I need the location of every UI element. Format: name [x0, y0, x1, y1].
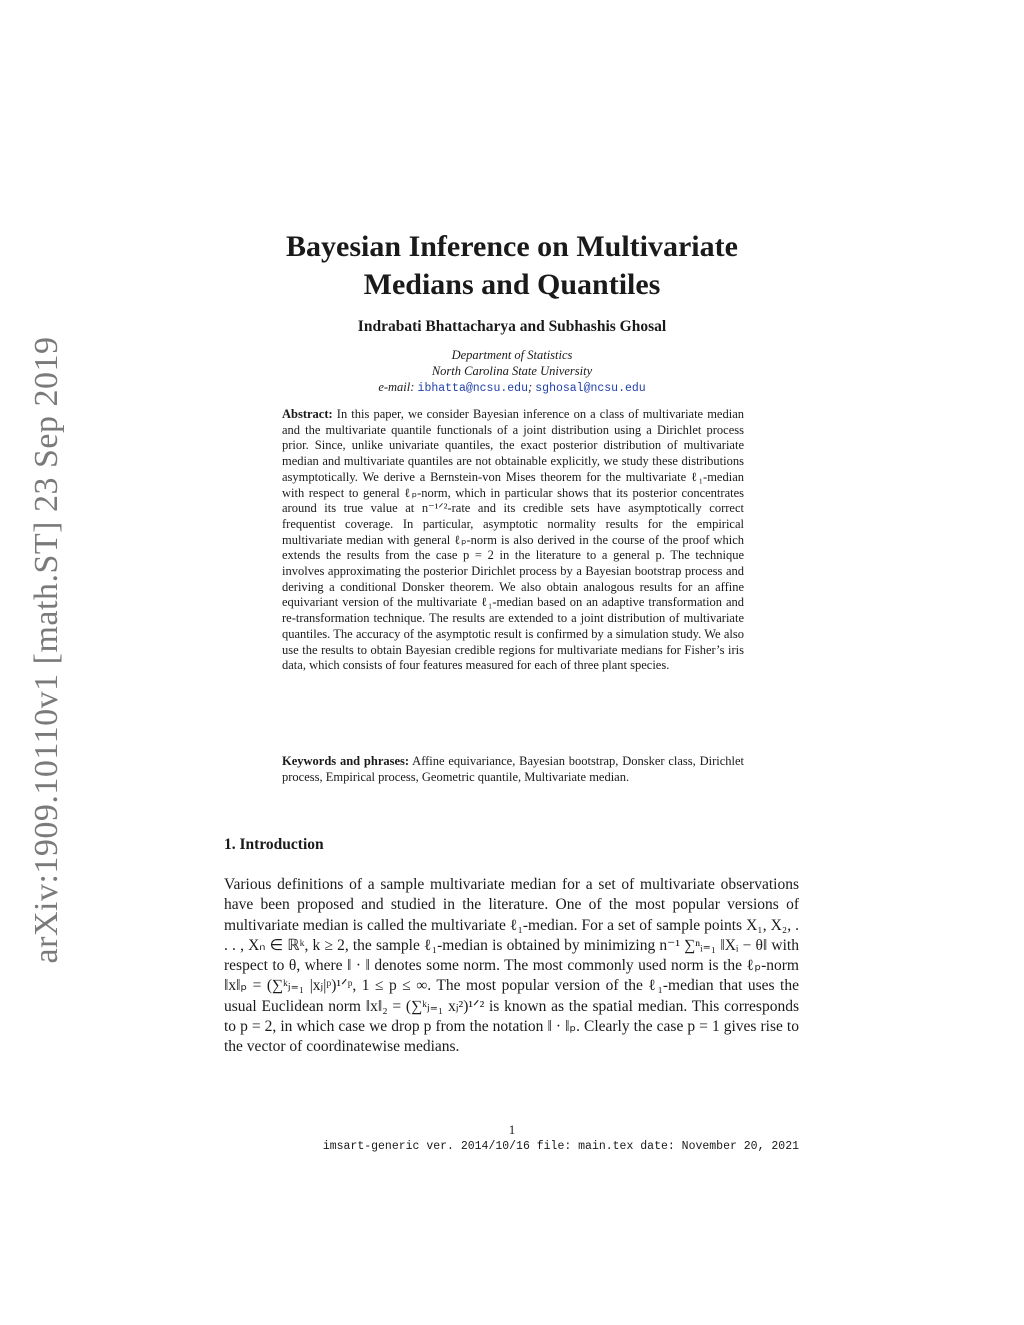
keywords — [282, 753, 744, 785]
page-number: 1 — [508, 1122, 516, 1137]
title-line-2: Medians and Quantiles — [363, 268, 661, 301]
university: North Carolina State University — [431, 364, 593, 378]
introduction-paragraph: Various definitions of a sample multivariate median for a set of multivariate observations have been proposed and studied in the literature. One of the most popular versions of multivariate median is called the multivariate ℓ₁-median. For a set of sample points X₁, X₂, . . . , Xₙ ∈ ℝᵏ, k ≥ 2, the sample ℓ₁-median is obtained by minimizing n⁻¹ ∑ⁿᵢ₌₁ ‖Xᵢ − θ‖ with respect to θ, where ‖ · ‖ denotes some norm. The most commonly used norm is the ℓₚ-norm ‖x‖ₚ = (∑ᵏⱼ₌₁ |xⱼ|ᵖ)¹ᐟᵖ, 1 ≤ p ≤ ∞. The most popular version of the ℓ₁-median that uses the usual Euclidean norm ‖x‖₂ = (∑ᵏⱼ₌₁ xⱼ²)¹ᐟ² is known as the spatial median. This corresponds to p = 2, in which case we drop p from the notation ‖ · ‖ₚ. Clearly the case p = 1 gives rise to the vector of coordinatewise medians. — [224, 876, 799, 1056]
email-link-2[interactable]: sghosal@ncsu.edu — [535, 382, 646, 395]
paper-title — [200, 228, 824, 304]
title-line-1: Bayesian Inference on Multivariate — [286, 230, 738, 263]
abstract-text: In this paper, we consider Bayesian inference on a class of multivariate median and the multivariate quantile functionals of a joint distribution using a Dirichlet process prior. Since, unlike univariate quantiles, the exact posterior distribution of multivariate median and multivariate quantiles are not obtainable explicitly, we study these distributions asymptotically. We derive a Bernstein-von Mises theorem for the multivariate ℓ₁-median with respect to general ℓₚ-norm, which in particular shows that its posterior concentrates around its true value at n⁻¹ᐟ²-rate and its credible sets have asymptotically correct frequentist coverage. In particular, asymptotic normality results for the empirical multivariate median with general ℓₚ-norm is also derived in the course of the proof which extends the results from the case p = 2 in the literature to a general p. The technique involves approximating the posterior Dirichlet process by a Bayesian bootstrap process and deriving a conditional Donsker theorem. We also obtain analogous results for an affine equivariant version of the multivariate ℓ₁-median based on an adaptive transformation and re-transformation technique. The results are extended to a joint distribution of multivariate quantiles. The accuracy of the asymptotic result is confirmed by a simulation study. We also use the results to obtain Bayesian credible regions for multivariate medians for Fisher’s iris data, which consists of four features measured for each of three plant species. — [282, 407, 744, 673]
arxiv-identifier: arXiv:1909.10110v1 [math.ST] 23 Sep 2019 — [28, 336, 65, 964]
email-line — [200, 379, 824, 397]
page-footer: imsart-generic ver. 2014/10/16 file: main.tex date: November 20, 2021 — [322, 1140, 799, 1153]
email-label: e-mail: — [378, 380, 415, 394]
abstract — [282, 407, 744, 674]
arxiv-side-stamp — [28, 336, 65, 964]
affiliation-block — [200, 347, 824, 397]
abstract-label: Abstract: — [282, 407, 333, 421]
email-link-1[interactable]: ibhatta@ncsu.edu — [417, 382, 528, 395]
author-list: Indrabati Bhattacharya and Subhashis Ghosal — [357, 318, 667, 335]
keywords-label: Keywords and phrases: — [282, 754, 410, 768]
keywords-text: Affine equivariance, Bayesian bootstrap, Donsker class, Dirichlet process, Empirical process, Geometric quantile, Multivariate median. — [282, 754, 744, 784]
department: Department of Statistics — [451, 348, 573, 362]
section-heading: 1. Introduction — [224, 836, 324, 853]
email-separator: ; — [527, 380, 533, 394]
